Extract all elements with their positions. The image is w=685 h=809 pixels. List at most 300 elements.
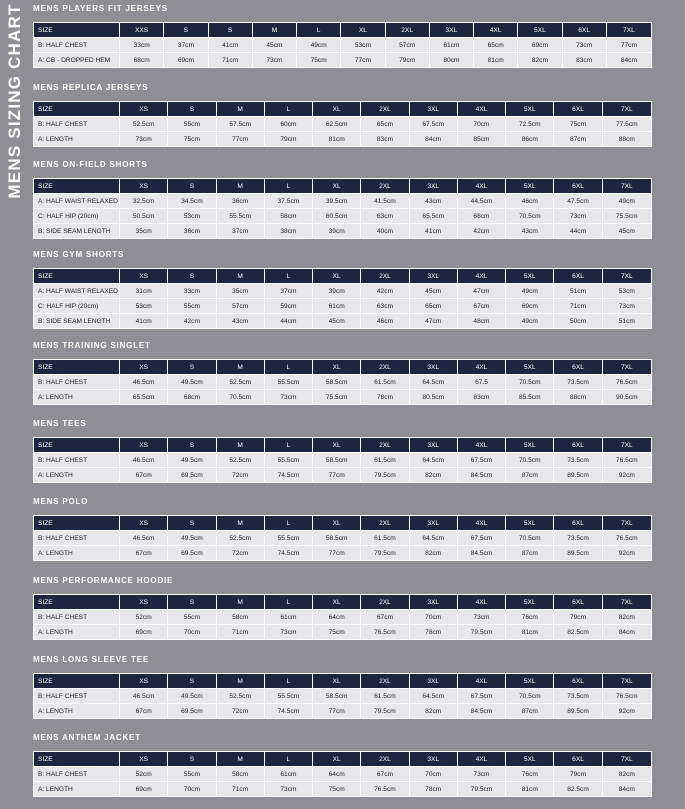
header-cell: 3XL: [410, 360, 458, 375]
section-polo: [33, 496, 652, 561]
header-cell: 6XL: [554, 595, 602, 610]
header-cell: SIZE: [34, 269, 120, 284]
table-cell: 35cm: [120, 224, 168, 238]
table-cell: 92cm: [603, 468, 651, 482]
table-cell: 42cm: [168, 314, 216, 328]
table-cell: 89.5cm: [554, 468, 602, 482]
table-cell: 84cm: [603, 782, 651, 796]
header-cell: 7XL: [603, 438, 651, 453]
header-cell: 4XL: [458, 674, 506, 689]
table-cell: 78cm: [410, 625, 458, 639]
table-cell: 73.5cm: [554, 453, 602, 468]
table-cell: 58cm: [265, 209, 313, 224]
header-cell: 4XL: [458, 752, 506, 767]
table-cell: 58cm: [217, 610, 265, 625]
table-cell: 75.5cm: [313, 390, 361, 404]
table-cell: 49cm: [603, 194, 651, 209]
table-cell: 55cm: [168, 610, 216, 625]
table-cell: 61cm: [265, 767, 313, 782]
table-cell: 61.5cm: [361, 375, 409, 390]
table-cell: 76.5cm: [603, 689, 651, 704]
table-cell: 70.5cm: [506, 375, 554, 390]
table-cell: 67cm: [120, 704, 168, 718]
table-cell: 44cm: [265, 314, 313, 328]
table-row: [34, 38, 651, 53]
section-title: MENS ANTHEM JACKET: [33, 733, 141, 742]
table-cell: 64.5cm: [410, 375, 458, 390]
table-cell: 55cm: [168, 299, 216, 314]
header-cell: 2XL: [361, 674, 409, 689]
table-cell: 83cm: [361, 132, 409, 146]
size-table: [33, 268, 652, 329]
table-row: [34, 117, 651, 132]
header-cell: SIZE: [34, 360, 120, 375]
table-cell: 77.5cm: [603, 117, 651, 132]
table-cell: 43cm: [410, 194, 458, 209]
table-cell: 41cm: [120, 314, 168, 328]
section-title: MENS ON-FIELD SHORTS: [33, 160, 148, 169]
header-cell: 7XL: [603, 360, 651, 375]
table-cell: 76cm: [506, 610, 554, 625]
row-label: C: HALF HIP (20cm): [34, 299, 120, 314]
table-cell: 33cm: [168, 284, 216, 299]
table-cell: 73cm: [458, 610, 506, 625]
row-label: A: LENGTH: [34, 782, 120, 796]
table-cell: 64.5cm: [410, 689, 458, 704]
table-cell: 50cm: [554, 314, 602, 328]
header-cell: S: [168, 752, 216, 767]
table-cell: 37cm: [164, 38, 208, 53]
table-cell: 36cm: [217, 194, 265, 209]
table-cell: 42cm: [458, 224, 506, 238]
header-cell: 2XL: [361, 595, 409, 610]
table-cell: 73cm: [554, 209, 602, 224]
header-cell: XS: [120, 102, 168, 117]
table-cell: 73cm: [603, 299, 651, 314]
table-cell: 75cm: [554, 117, 602, 132]
header-cell: 7XL: [603, 269, 651, 284]
header-cell: 4XL: [474, 23, 518, 38]
section-title: MENS PERFORMANCE HOODIE: [33, 576, 174, 585]
table-cell: 61cm: [265, 610, 313, 625]
header-cell: 5XL: [506, 516, 554, 531]
header-cell: 5XL: [506, 360, 554, 375]
header-cell: 2XL: [386, 23, 430, 38]
table-cell: 82cm: [410, 546, 458, 560]
section-title: MENS POLO: [33, 497, 89, 506]
table-cell: 82cm: [410, 704, 458, 718]
table-cell: 49cm: [297, 38, 341, 53]
header-cell: 4XL: [458, 360, 506, 375]
header-cell: M: [217, 674, 265, 689]
section-title: MENS LONG SLEEVE TEE: [33, 655, 150, 664]
table-cell: 53cm: [120, 299, 168, 314]
header-cell: XL: [313, 595, 361, 610]
header-cell: 6XL: [554, 674, 602, 689]
table-cell: 69.5cm: [168, 468, 216, 482]
table-cell: 81cm: [506, 625, 554, 639]
table-row: [34, 453, 651, 468]
table-cell: 40cm: [361, 224, 409, 238]
table-cell: 88cm: [603, 132, 651, 146]
table-cell: 61.5cm: [361, 453, 409, 468]
header-cell: L: [297, 23, 341, 38]
table-cell: 84cm: [603, 625, 651, 639]
table-cell: 39.5cm: [313, 194, 361, 209]
table-cell: 92cm: [603, 704, 651, 718]
header-cell: L: [265, 516, 313, 531]
header-cell: XS: [120, 595, 168, 610]
table-cell: 47cm: [410, 314, 458, 328]
table-cell: 45cm: [313, 314, 361, 328]
header-cell: 5XL: [506, 269, 554, 284]
table-cell: 84.5cm: [458, 468, 506, 482]
table-cell: 49.5cm: [168, 531, 216, 546]
table-cell: 71cm: [217, 782, 265, 796]
table-cell: 77cm: [313, 704, 361, 718]
size-table: [33, 359, 652, 405]
table-cell: 45cm: [410, 284, 458, 299]
table-cell: 73.5cm: [554, 689, 602, 704]
table-cell: 74.5cm: [265, 468, 313, 482]
header-cell: 3XL: [410, 674, 458, 689]
table-cell: 31cm: [120, 284, 168, 299]
row-label: A: LENGTH: [34, 704, 120, 718]
header-cell: 5XL: [506, 674, 554, 689]
table-cell: 59cm: [265, 299, 313, 314]
table-row: [34, 782, 651, 796]
table-cell: 75cm: [168, 132, 216, 146]
table-cell: 69cm: [120, 625, 168, 639]
table-cell: 37.5cm: [265, 194, 313, 209]
table-cell: 64.5cm: [410, 453, 458, 468]
header-cell: SIZE: [34, 23, 120, 38]
table-cell: 67.5cm: [410, 117, 458, 132]
table-cell: 87cm: [506, 546, 554, 560]
table-cell: 89.5cm: [554, 546, 602, 560]
header-cell: XL: [313, 102, 361, 117]
table-cell: 46cm: [361, 314, 409, 328]
table-cell: 55.5cm: [265, 453, 313, 468]
header-cell: 7XL: [603, 595, 651, 610]
table-cell: 87cm: [554, 132, 602, 146]
header-cell: S: [168, 179, 216, 194]
row-label: A: LENGTH: [34, 468, 120, 482]
table-cell: 69.5cm: [168, 704, 216, 718]
header-cell: 3XL: [410, 179, 458, 194]
table-cell: 75cm: [313, 625, 361, 639]
header-cell: 7XL: [603, 674, 651, 689]
table-cell: 64cm: [313, 767, 361, 782]
table-cell: 67cm: [458, 299, 506, 314]
header-cell: SIZE: [34, 595, 120, 610]
header-cell: 6XL: [554, 752, 602, 767]
header-cell: SIZE: [34, 438, 120, 453]
row-label: B: HALF CHEST: [34, 531, 120, 546]
section-title: MENS REPLICA JERSEYS: [33, 83, 149, 92]
table-header-row: [34, 438, 651, 453]
header-cell: SIZE: [34, 752, 120, 767]
header-cell: S: [168, 674, 216, 689]
table-cell: 39cm: [313, 284, 361, 299]
table-cell: 73cm: [563, 38, 607, 53]
size-table: [33, 751, 652, 797]
header-cell: XS: [120, 269, 168, 284]
header-cell: M: [217, 595, 265, 610]
table-cell: 75cm: [297, 53, 341, 67]
table-header-row: [34, 269, 651, 284]
header-cell: 6XL: [554, 516, 602, 531]
table-row: [34, 625, 651, 639]
table-cell: 70cm: [410, 610, 458, 625]
table-cell: 80cm: [430, 53, 474, 67]
table-cell: 55.5cm: [265, 375, 313, 390]
section-title: MENS PLAYERS FIT JERSEYS: [33, 4, 168, 13]
table-cell: 70cm: [168, 625, 216, 639]
table-cell: 82.5cm: [554, 782, 602, 796]
header-cell: 7XL: [607, 23, 651, 38]
header-cell: XL: [341, 23, 385, 38]
table-cell: 76.5cm: [361, 782, 409, 796]
header-cell: 7XL: [603, 516, 651, 531]
header-cell: XS: [120, 438, 168, 453]
table-cell: 85.5cm: [506, 390, 554, 404]
header-cell: 5XL: [506, 438, 554, 453]
header-cell: S: [168, 102, 216, 117]
table-cell: 52cm: [120, 767, 168, 782]
table-row: [34, 299, 651, 314]
header-cell: 4XL: [458, 269, 506, 284]
table-cell: 52.5cm: [217, 375, 265, 390]
section-on-field-shorts: [33, 159, 652, 239]
header-cell: S: [168, 360, 216, 375]
header-cell: L: [265, 595, 313, 610]
header-cell: 6XL: [554, 360, 602, 375]
table-cell: 79.5cm: [458, 782, 506, 796]
header-cell: M: [253, 23, 297, 38]
table-cell: 55cm: [168, 767, 216, 782]
table-cell: 77cm: [313, 546, 361, 560]
header-cell: M: [217, 269, 265, 284]
table-row: [34, 390, 651, 404]
table-cell: 43cm: [506, 224, 554, 238]
header-cell: M: [217, 102, 265, 117]
page-title: MENS SIZING CHART: [5, 3, 24, 199]
table-cell: 53cm: [341, 38, 385, 53]
header-cell: 4XL: [458, 179, 506, 194]
table-cell: 34.5cm: [168, 194, 216, 209]
table-cell: 76.5cm: [361, 625, 409, 639]
table-cell: 69.5cm: [168, 546, 216, 560]
section-players-fit-jerseys: [33, 3, 652, 68]
table-cell: 82.5cm: [554, 625, 602, 639]
header-cell: XS: [120, 179, 168, 194]
row-label: A: LENGTH: [34, 390, 120, 404]
table-cell: 49.5cm: [168, 375, 216, 390]
table-cell: 70.5cm: [506, 689, 554, 704]
table-cell: 69cm: [120, 782, 168, 796]
table-cell: 57cm: [217, 299, 265, 314]
table-cell: 65cm: [474, 38, 518, 53]
table-cell: 70.5cm: [506, 531, 554, 546]
table-cell: 39cm: [313, 224, 361, 238]
table-cell: 70cm: [410, 767, 458, 782]
table-cell: 46.5cm: [120, 453, 168, 468]
header-cell: XS: [120, 516, 168, 531]
row-label: A: LENGTH: [34, 625, 120, 639]
header-cell: 4XL: [458, 595, 506, 610]
row-label: B: SIDE SEAM LENGTH: [34, 314, 120, 328]
table-cell: 64.5cm: [410, 531, 458, 546]
table-row: [34, 209, 651, 224]
table-cell: 71cm: [217, 625, 265, 639]
page-title-vertical: [0, 0, 30, 809]
table-cell: 87cm: [506, 468, 554, 482]
table-cell: 37cm: [265, 284, 313, 299]
header-cell: S: [168, 438, 216, 453]
header-cell: SIZE: [34, 516, 120, 531]
table-cell: 75cm: [313, 782, 361, 796]
size-table: [33, 515, 652, 561]
table-cell: 67.5cm: [458, 453, 506, 468]
table-cell: 46.5cm: [120, 689, 168, 704]
table-cell: 61cm: [313, 299, 361, 314]
table-cell: 46.5cm: [120, 375, 168, 390]
table-cell: 42cm: [361, 284, 409, 299]
table-cell: 55.5cm: [265, 689, 313, 704]
table-cell: 84.5cm: [458, 546, 506, 560]
row-label: B: HALF CHEST: [34, 117, 120, 132]
row-label: B: HALF CHEST: [34, 689, 120, 704]
row-label: B: HALF CHEST: [34, 610, 120, 625]
table-cell: 33cm: [120, 38, 164, 53]
header-cell: 3XL: [410, 516, 458, 531]
table-row: [34, 689, 651, 704]
table-cell: 70.5cm: [506, 453, 554, 468]
table-cell: 67cm: [120, 468, 168, 482]
header-cell: 3XL: [430, 23, 474, 38]
header-cell: 6XL: [554, 179, 602, 194]
table-cell: 84.5cm: [458, 704, 506, 718]
table-cell: 58.5cm: [313, 689, 361, 704]
header-cell: M: [217, 360, 265, 375]
table-cell: 77cm: [607, 38, 651, 53]
table-cell: 61.5cm: [361, 689, 409, 704]
table-cell: 58.5cm: [313, 453, 361, 468]
table-cell: 65.5cm: [410, 209, 458, 224]
size-table: [33, 437, 652, 483]
header-cell: 6XL: [554, 438, 602, 453]
header-cell: M: [217, 438, 265, 453]
header-cell: 2XL: [361, 179, 409, 194]
table-cell: 60.5cm: [313, 209, 361, 224]
table-cell: 73cm: [265, 625, 313, 639]
header-cell: XL: [313, 674, 361, 689]
section-tees: [33, 418, 652, 483]
table-row: [34, 53, 651, 67]
table-cell: 73cm: [458, 767, 506, 782]
table-row: [34, 531, 651, 546]
table-cell: 38cm: [265, 224, 313, 238]
table-row: [34, 224, 651, 238]
row-label: B: SIDE SEAM LENGTH: [34, 224, 120, 238]
table-cell: 82cm: [603, 767, 651, 782]
table-row: [34, 468, 651, 482]
table-cell: 60cm: [265, 117, 313, 132]
row-label: B: HALF CHEST: [34, 38, 120, 53]
header-cell: 2XL: [361, 752, 409, 767]
header-cell: 3XL: [410, 438, 458, 453]
table-cell: 88cm: [554, 390, 602, 404]
table-cell: 49.5cm: [168, 453, 216, 468]
table-cell: 73.5cm: [554, 375, 602, 390]
table-cell: 70.5cm: [217, 390, 265, 404]
table-cell: 49.5cm: [168, 689, 216, 704]
header-cell: XL: [313, 360, 361, 375]
table-cell: 75.5cm: [603, 209, 651, 224]
table-cell: 83cm: [563, 53, 607, 67]
header-cell: XL: [313, 179, 361, 194]
table-header-row: [34, 102, 651, 117]
table-cell: 44cm: [554, 224, 602, 238]
size-table: [33, 673, 652, 719]
table-cell: 45cm: [253, 38, 297, 53]
table-cell: 79.5cm: [458, 625, 506, 639]
table-cell: 55.5cm: [265, 531, 313, 546]
table-cell: 67cm: [120, 546, 168, 560]
header-cell: 3XL: [410, 752, 458, 767]
table-cell: 68cm: [168, 390, 216, 404]
section-training-singlet: [33, 340, 652, 405]
header-cell: 7XL: [603, 179, 651, 194]
section-replica-jerseys: [33, 82, 652, 147]
header-cell: 4XL: [458, 438, 506, 453]
header-cell: XS: [120, 674, 168, 689]
table-row: [34, 375, 651, 390]
header-cell: 6XL: [554, 269, 602, 284]
header-cell: S: [209, 23, 253, 38]
header-cell: M: [217, 752, 265, 767]
table-cell: 47cm: [458, 284, 506, 299]
section-title: MENS TRAINING SINGLET: [33, 341, 151, 350]
table-header-row: [34, 179, 651, 194]
table-cell: 58.5cm: [313, 531, 361, 546]
header-cell: 4XL: [458, 102, 506, 117]
table-cell: 70cm: [458, 117, 506, 132]
header-cell: 3XL: [410, 102, 458, 117]
header-cell: 5XL: [506, 752, 554, 767]
header-cell: 7XL: [603, 752, 651, 767]
header-cell: 7XL: [603, 102, 651, 117]
table-row: [34, 767, 651, 782]
table-header-row: [34, 516, 651, 531]
table-cell: 89.5cm: [554, 704, 602, 718]
header-cell: XL: [313, 516, 361, 531]
table-cell: 72.5cm: [506, 117, 554, 132]
table-cell: 41.5cm: [361, 194, 409, 209]
table-cell: 48cm: [458, 314, 506, 328]
header-cell: 2XL: [361, 102, 409, 117]
section-long-sleeve-tee: [33, 654, 652, 719]
table-cell: 71cm: [554, 299, 602, 314]
table-cell: 80.5cm: [410, 390, 458, 404]
table-cell: 73cm: [265, 782, 313, 796]
header-cell: XL: [313, 269, 361, 284]
table-cell: 45cm: [603, 224, 651, 238]
table-cell: 61.5cm: [361, 531, 409, 546]
table-cell: 65cm: [410, 299, 458, 314]
table-cell: 58cm: [217, 767, 265, 782]
